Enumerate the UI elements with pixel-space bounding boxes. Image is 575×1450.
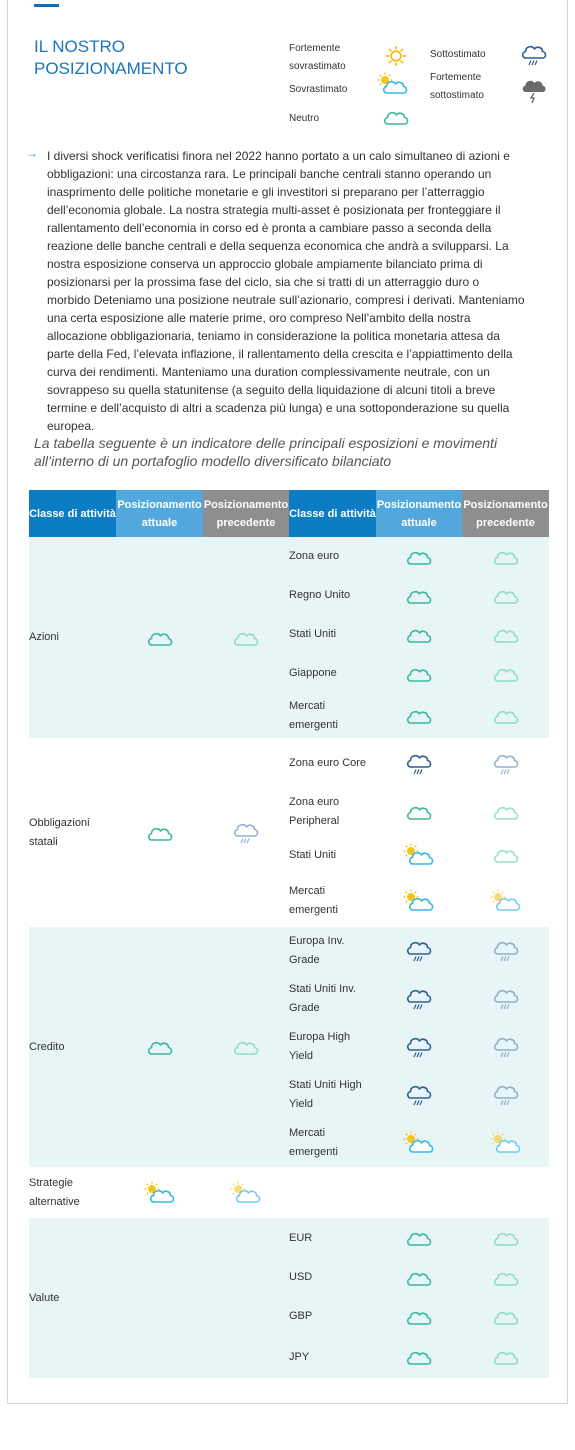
cloud-icon <box>491 662 521 686</box>
group-current-positioning <box>116 738 203 927</box>
sub-current-positioning <box>376 1119 462 1167</box>
arrow-icon: → <box>26 146 38 160</box>
cloud-icon <box>491 1266 521 1290</box>
accent-bar <box>34 4 59 7</box>
rain-cloud-icon <box>231 820 261 846</box>
sub-previous-positioning <box>462 537 549 576</box>
group-name: Strategie alternative <box>29 1176 80 1208</box>
legend-label-strongly-overvalued: Fortemente sovrastimato <box>289 43 346 72</box>
header-current-positioning: Posizionamento attuale <box>116 490 203 537</box>
sub-asset-name: JPY <box>289 1350 310 1363</box>
header-previous-positioning: Posizionamento precedente <box>203 490 289 537</box>
sun-cloud-icon <box>377 72 407 98</box>
header-previous-positioning-detail: Posizionamento precedente <box>462 490 549 537</box>
sub-asset-name: GBP <box>289 1310 313 1322</box>
rain-cloud-icon <box>519 42 549 68</box>
sub-asset-name <box>289 1167 376 1218</box>
cloud-icon <box>491 623 521 647</box>
cloud-icon <box>404 1226 434 1250</box>
sub-current-positioning <box>376 1258 462 1297</box>
cloud-icon <box>404 1305 434 1329</box>
legend-label-neutral: Neutro <box>289 113 320 124</box>
intro-paragraph: I diversi shock verificatisi finora nel 2022 hanno portato a un calo simultaneo di azioni e obbligazioni: una circostanza rara. Le principali banche centrali stanno operando un inasprimento delle politiche monetarie e gli investitori si preparano per l’atterraggio dell’economia globale. La nostra strategia multi-asset è posizionata per fronteggiare il rallentamento dell’economia in corso ed è pronta a cambiare passo a seconda della reazione delle banche centrali e della sequenza economica che andrà a svilupparsi. La nostra esposizione conserva un approccio globale ampiamente bilanciato prima di posizionarsi per la prossima fase del ciclo, sia che si tratti di un atterraggio duro o morbido Deteniamo una posizione neutrale sull’azionario, compresi i derivati. Manteniamo una certa esposizione alle materie prime, oro compreso Nell’ambito della nostra allocazione obbligazionaria, teniamo in considerazione la politica monetaria attesa da parte della Fed, l’elevata inflazione, il rallentamento della crescita e l’appiattimento della curva dei rendimenti. Manteniamo una duration complessivamente neutrale, con un sovrappeso su quella statunitense (a seguito della liquidazione di alcuni titoli a breve termine e dell’acquisto di altri a scadenza più lunga) e una sottoponderazione su quella europea. <box>47 149 525 433</box>
rain-cloud-icon <box>404 751 434 777</box>
cloud-icon <box>404 623 434 647</box>
sub-current-positioning <box>376 576 462 615</box>
group-name: Obbligazioni statali <box>29 816 90 848</box>
group-name: Valute <box>29 1291 60 1304</box>
sun-cloud-icon <box>403 889 435 913</box>
page-title: IL NOSTRO POSIZIONAMENTO <box>34 37 188 78</box>
legend-label-undervalued: Sottostimato <box>430 49 486 60</box>
sub-previous-positioning <box>462 1071 549 1119</box>
table-row <box>29 1218 549 1258</box>
rain-cloud-icon <box>491 938 521 964</box>
group-current-positioning <box>116 927 203 1167</box>
sub-asset-name: Europa High Yield <box>289 1031 351 1062</box>
sub-previous-positioning <box>462 738 549 789</box>
header-asset-class: Classe di attività <box>29 490 116 537</box>
legend-label-overvalued: Sovrastimato <box>289 84 348 95</box>
sub-asset-name: EUR <box>289 1231 313 1244</box>
group-previous-positioning <box>203 927 289 1167</box>
sub-current-positioning <box>376 1023 462 1071</box>
cloud-icon <box>404 1266 434 1290</box>
sub-asset-name: Zona euro Core <box>289 757 367 769</box>
sub-asset-name: Giappone <box>289 667 337 679</box>
rain-cloud-icon <box>491 751 521 777</box>
sub-current-positioning <box>376 693 462 738</box>
cloud-icon <box>404 704 434 728</box>
cloud-icon <box>145 626 175 650</box>
sub-asset-name: Stati Uniti <box>289 848 337 861</box>
cloud-icon <box>145 1035 175 1059</box>
sub-current-positioning <box>376 835 462 875</box>
sub-current-positioning <box>376 1071 462 1119</box>
sub-previous-positioning <box>462 1336 549 1378</box>
rain-cloud-icon <box>404 986 434 1012</box>
group-previous-positioning <box>203 738 289 927</box>
rain-cloud-icon <box>404 1082 434 1108</box>
sub-current-positioning <box>376 1167 462 1218</box>
sub-previous-positioning <box>462 1167 549 1218</box>
cloud-icon <box>491 843 521 867</box>
sun-cloud-icon <box>403 843 435 867</box>
group-current-positioning <box>116 537 203 738</box>
sub-current-positioning <box>376 875 462 927</box>
sub-asset-name: Mercati emergenti <box>289 1127 338 1158</box>
group-previous-positioning <box>203 1218 289 1378</box>
sub-previous-positioning <box>462 1023 549 1071</box>
sub-previous-positioning <box>462 693 549 738</box>
cloud-icon <box>491 1305 521 1329</box>
sub-previous-positioning <box>462 835 549 875</box>
cloud-icon <box>491 800 521 824</box>
sub-previous-positioning <box>462 875 549 927</box>
cloud-icon <box>404 662 434 686</box>
sub-current-positioning <box>376 654 462 693</box>
cloud-icon <box>404 584 434 608</box>
sub-previous-positioning <box>462 789 549 835</box>
sun-icon <box>381 43 411 69</box>
table-row <box>29 738 549 789</box>
sub-asset-name: Mercati emergenti <box>289 885 338 916</box>
sub-current-positioning <box>376 615 462 654</box>
sub-current-positioning <box>376 789 462 835</box>
cloud-icon <box>381 105 411 131</box>
cloud-icon <box>231 1035 261 1059</box>
cloud-icon <box>491 704 521 728</box>
cloud-icon <box>491 584 521 608</box>
sub-current-positioning <box>376 1297 462 1336</box>
sub-current-positioning <box>376 927 462 975</box>
group-current-positioning <box>116 1167 203 1218</box>
sub-previous-positioning <box>462 975 549 1023</box>
group-current-positioning <box>116 1218 203 1378</box>
sub-asset-name: Stati Uniti High Yield <box>289 1079 362 1110</box>
legend-label-strongly-undervalued: Fortemente sottostimato <box>430 72 484 101</box>
sun-cloud-icon <box>230 1181 262 1205</box>
sub-asset-name: Mercati emergenti <box>289 699 338 731</box>
sub-previous-positioning <box>462 1258 549 1297</box>
sub-previous-positioning <box>462 1297 549 1336</box>
table-row <box>29 537 549 576</box>
cloud-icon <box>491 1345 521 1369</box>
sub-current-positioning <box>376 537 462 576</box>
cloud-icon <box>404 1345 434 1369</box>
group-name: Credito <box>29 1040 65 1053</box>
header-asset-class-detail: Classe di attività <box>289 490 376 537</box>
sub-previous-positioning <box>462 615 549 654</box>
cloud-icon <box>231 626 261 650</box>
table-header-row <box>29 490 549 537</box>
sub-previous-positioning <box>462 927 549 975</box>
sub-current-positioning <box>376 975 462 1023</box>
group-previous-positioning <box>203 1167 289 1218</box>
sub-previous-positioning <box>462 576 549 615</box>
cloud-icon <box>145 821 175 845</box>
sun-cloud-icon <box>490 1131 522 1155</box>
sub-current-positioning <box>376 738 462 789</box>
sun-cloud-icon <box>403 1131 435 1155</box>
header-current-positioning-detail: Posizionamento attuale <box>376 490 462 537</box>
sub-previous-positioning <box>462 654 549 693</box>
cloud-icon <box>404 800 434 824</box>
positioning-table <box>29 490 549 1378</box>
rain-cloud-icon <box>404 1034 434 1060</box>
sub-asset-name: Regno Unito <box>289 589 351 601</box>
rain-cloud-icon <box>491 1082 521 1108</box>
table-caption: La tabella seguente è un indicatore delle principali esposizioni e movimenti all’interno di un portafoglio modello diversificato bilanciato <box>34 435 498 469</box>
sub-asset-name: USD <box>289 1271 313 1283</box>
sub-previous-positioning <box>462 1218 549 1258</box>
rain-cloud-icon <box>491 986 521 1012</box>
sub-asset-name: Zona euro Peripheral <box>289 796 340 827</box>
table-row <box>29 927 549 975</box>
sub-current-positioning <box>376 1336 462 1378</box>
sub-current-positioning <box>376 1218 462 1258</box>
sub-asset-name: Stati Uniti Inv. Grade <box>289 983 357 1014</box>
sub-asset-name: Europa Inv. Grade <box>289 935 345 966</box>
sub-asset-name: Stati Uniti <box>289 628 337 640</box>
sub-previous-positioning <box>462 1119 549 1167</box>
group-name: Azioni <box>29 631 59 643</box>
storm-cloud-icon <box>519 76 549 102</box>
group-previous-positioning <box>203 537 289 738</box>
cloud-icon <box>491 1226 521 1250</box>
sun-cloud-icon <box>490 889 522 913</box>
sun-cloud-icon <box>144 1181 176 1205</box>
rain-cloud-icon <box>491 1034 521 1060</box>
cloud-icon <box>491 545 521 569</box>
cloud-icon <box>404 545 434 569</box>
sub-asset-name: Zona euro <box>289 550 340 562</box>
table-row <box>29 1167 549 1218</box>
rain-cloud-icon <box>404 938 434 964</box>
